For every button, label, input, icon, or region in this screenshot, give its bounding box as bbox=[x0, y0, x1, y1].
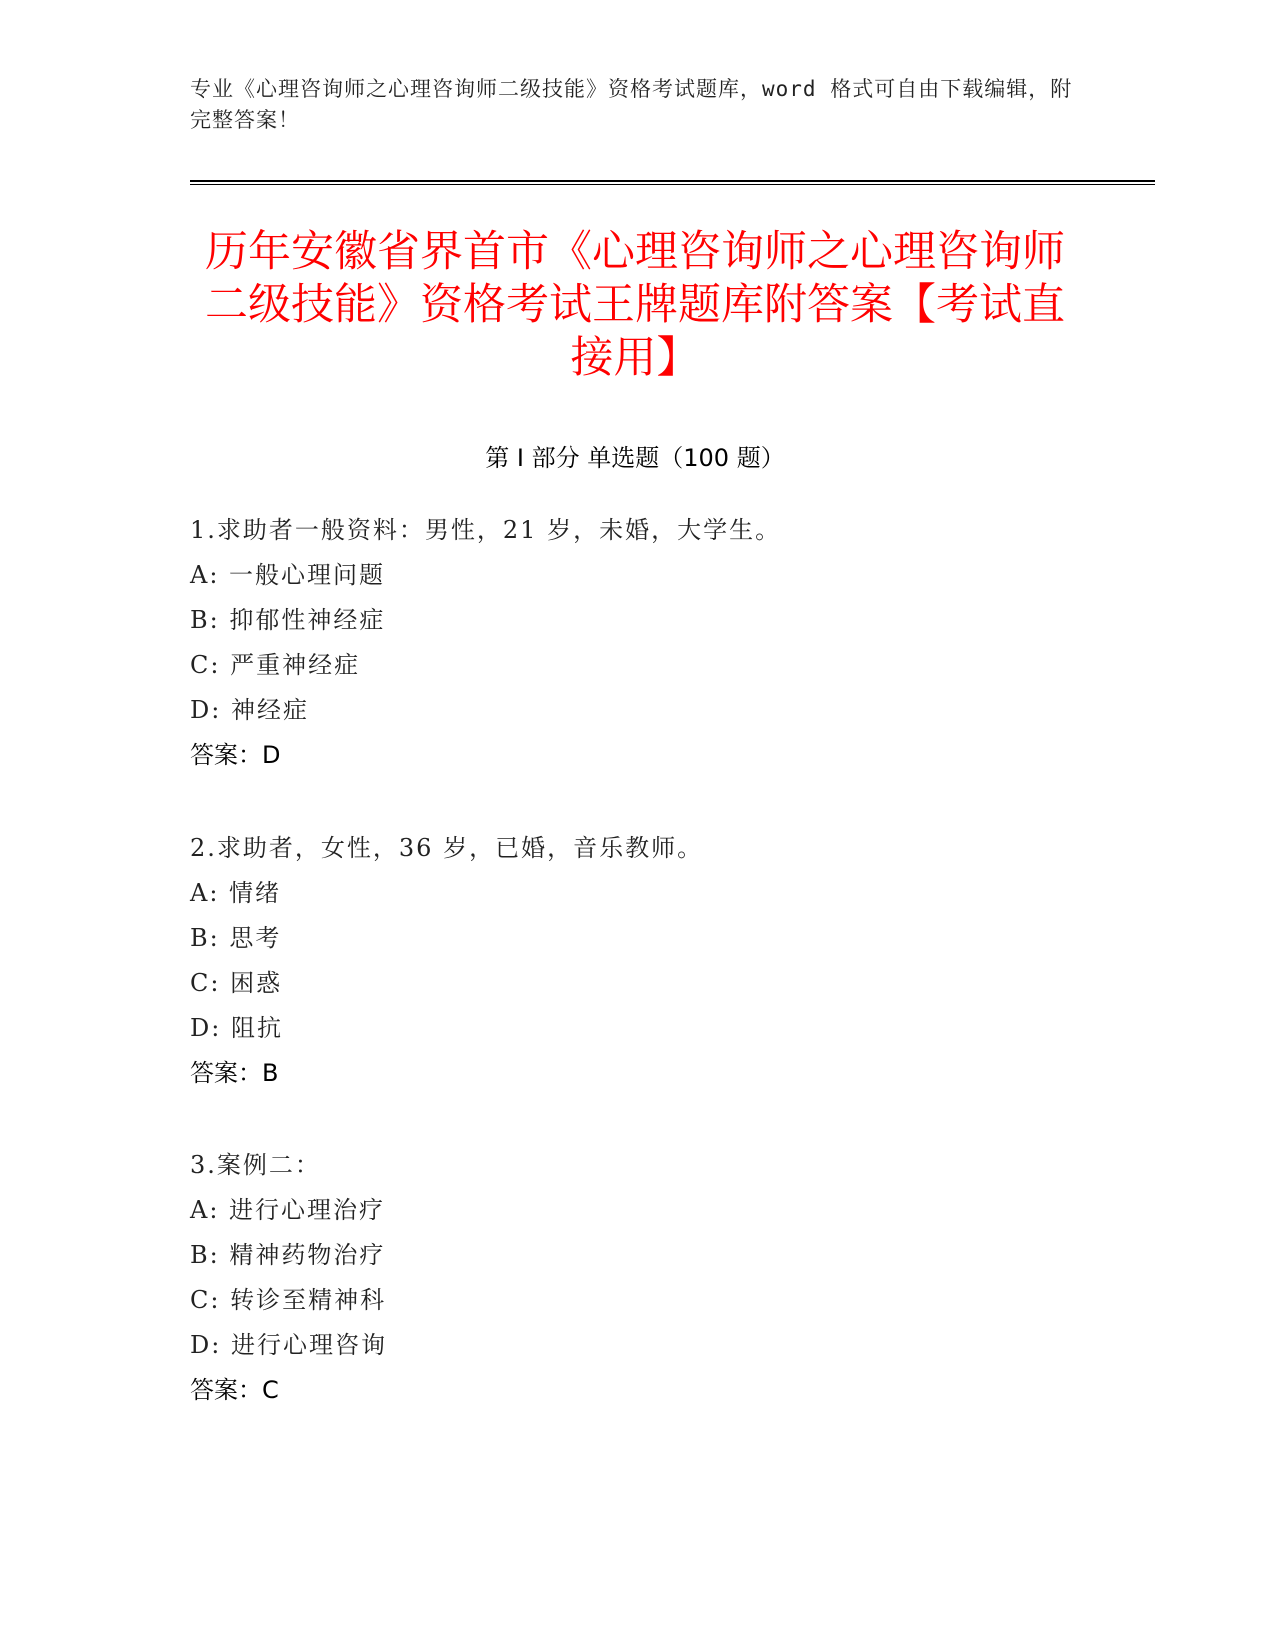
section-heading: 第 I 部分 单选题（100 题） bbox=[485, 444, 785, 472]
answer: 答案：C bbox=[190, 1376, 279, 1404]
answer: 答案：D bbox=[190, 741, 281, 769]
question-2 bbox=[190, 826, 1090, 1096]
option-b: B: 思考 bbox=[190, 924, 282, 952]
header-divider-thick bbox=[190, 180, 1155, 182]
option-d: D: 阻抗 bbox=[190, 1014, 283, 1042]
header-note: 专业《心理咨询师之心理咨询师二级技能》资格考试题库，word 格式可自由下载编辑，附完整答案！ bbox=[190, 77, 1073, 132]
question-stem: 2.求助者，女性，36 岁，已婚，音乐教师。 bbox=[190, 834, 704, 862]
option-d: D: 神经症 bbox=[190, 696, 309, 724]
header-divider-thin bbox=[190, 184, 1155, 185]
question-3 bbox=[190, 1143, 1090, 1413]
option-d: D: 进行心理咨询 bbox=[190, 1331, 387, 1359]
option-a: A: 情绪 bbox=[190, 879, 282, 907]
option-c: C: 严重神经症 bbox=[190, 651, 361, 679]
answer: 答案：B bbox=[190, 1059, 279, 1087]
option-b: B: 抑郁性神经症 bbox=[190, 606, 386, 634]
question-stem: 3.案例二： bbox=[190, 1151, 321, 1179]
question-1 bbox=[190, 508, 1090, 778]
option-b: B: 精神药物治疗 bbox=[190, 1241, 386, 1269]
option-a: A: 进行心理治疗 bbox=[190, 1196, 386, 1224]
document-title: 历年安徽省界首市《心理咨询师之心理咨询师二级技能》资格考试王牌题库附答案【考试直接用】 bbox=[205, 227, 1065, 383]
question-stem: 1.求助者一般资料：男性，21 岁，未婚，大学生。 bbox=[190, 516, 782, 544]
option-a: A: 一般心理问题 bbox=[190, 561, 386, 589]
option-c: C: 转诊至精神科 bbox=[190, 1286, 387, 1314]
option-c: C: 困惑 bbox=[190, 969, 283, 997]
